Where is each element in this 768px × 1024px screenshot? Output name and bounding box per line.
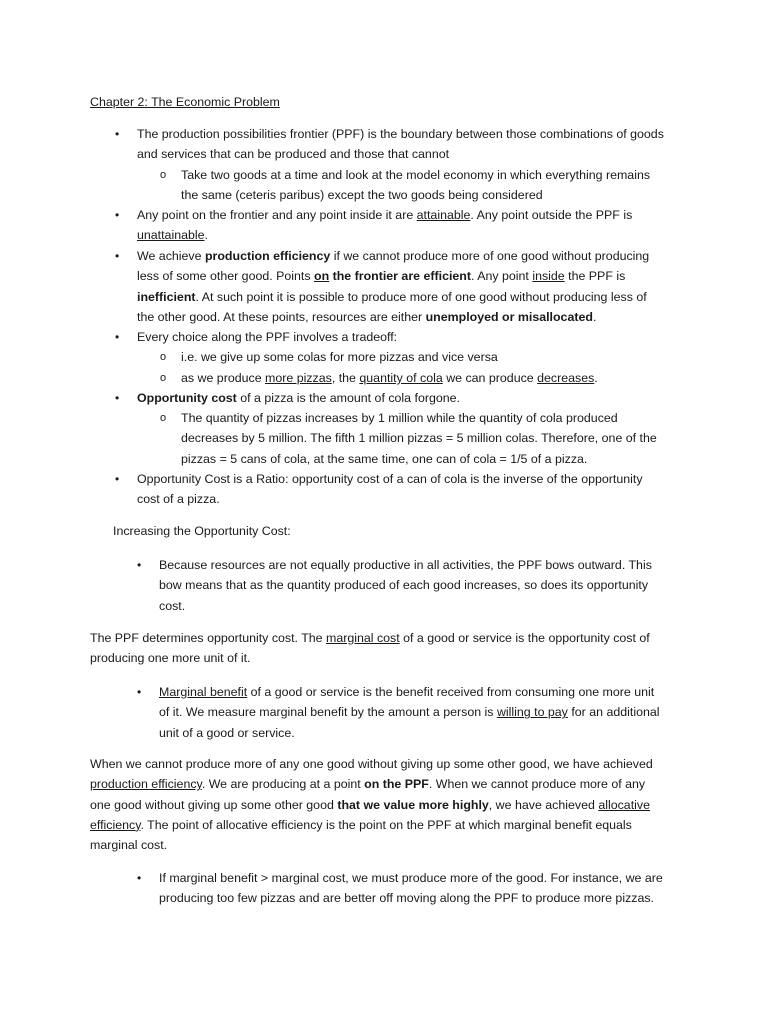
text-line: the same (ceteris paribus) except the two goods being considered [181, 188, 543, 203]
bullet-marker: • [115, 208, 120, 222]
text-run: , we have achieved [488, 797, 599, 812]
text-line: When we cannot produce more of any one good without giving up some other good, we have achieved [90, 757, 653, 771]
underlined-term: decreases [537, 371, 595, 385]
text-run: if we cannot produce more of one good without producing [330, 249, 650, 263]
underlined-term: willing to pay [496, 705, 568, 720]
underlined-term: efficiency [90, 817, 141, 832]
bullet-marker: • [115, 127, 120, 141]
text-line: marginal cost. [90, 838, 168, 853]
underlined-term: unattainable [137, 228, 205, 243]
increasing-cost-heading: Increasing the Opportunity Cost: [113, 524, 291, 538]
text-line: pizzas = 5 cans of cola, at the same time, one can of cola = 1/5 of a pizza. [181, 451, 588, 466]
bold-term: the frontier are efficient [329, 269, 471, 284]
underlined-term: quantity of cola [359, 371, 443, 385]
bullet-attainable [137, 205, 632, 246]
sub-bullet-pizza-cola-example [181, 408, 657, 469]
text-run: . Any point [471, 269, 533, 284]
bold-term: production efficiency [204, 249, 331, 263]
bullet-ppf-definition [137, 124, 664, 165]
text-run: of it. We measure marginal benefit by the amount a person is [159, 705, 497, 720]
bold-term: that we value more highly [337, 797, 489, 812]
sub-bullet-marker: o [160, 169, 167, 181]
text-line: Take two goods at a time and look at the model economy in which everything remains [181, 168, 651, 182]
underlined-term: marginal cost [326, 631, 400, 645]
text-run: of a good or service is the benefit received from consuming one more unit [247, 685, 655, 699]
sub-bullet-marker: o [160, 372, 167, 384]
text-run: less of some other good. Points [137, 269, 315, 284]
bullet-marker: • [115, 391, 120, 405]
bullet-marker: • [115, 249, 120, 263]
bullet-production-efficiency [137, 246, 649, 327]
bullet-marker: • [137, 558, 142, 572]
bullet-ppf-bows-outward [159, 555, 652, 616]
text-run: We achieve [137, 249, 205, 263]
text-run: Any point on the frontier and any point inside it are [137, 208, 417, 222]
underlined-term: on [314, 269, 330, 284]
paragraph-marginal-cost [90, 628, 650, 669]
bullet-tradeoff [137, 327, 397, 347]
bold-term: Opportunity cost [137, 391, 237, 405]
text-run: as we produce [181, 371, 266, 385]
text-line: If marginal benefit > marginal cost, we must produce more of the good. For instance, we are [159, 871, 663, 885]
text-run: of a pizza is the amount of cola forgone. [236, 391, 460, 405]
bold-term: unemployed or misallocated [425, 309, 593, 324]
text-line: Opportunity Cost is a Ratio: opportunity cost of a can of cola is the inverse of the opportunity [137, 472, 643, 486]
bullet-marker: • [137, 685, 142, 699]
text-run: The PPF determines opportunity cost. The [90, 631, 326, 645]
text-line: cost of a pizza. [137, 492, 220, 507]
text-run: . When we cannot produce more of any [428, 777, 646, 792]
text-line: producing one more unit of it. [90, 651, 251, 666]
text-line: producing too few pizzas and are better off moving along the PPF to produce more pizzas. [159, 891, 654, 906]
text-line: Because resources are not equally productive in all activities, the PPF bows outward. This [159, 558, 652, 572]
text-line: The quantity of pizzas increases by 1 million while the quantity of cola produced [181, 411, 618, 425]
text-run: . [592, 309, 597, 324]
text-run: one good without giving up some other good [90, 797, 338, 812]
bullet-marker: • [115, 330, 120, 344]
text-run: . At such point it is possible to produce more of one good without producing less of [195, 289, 647, 304]
text-run: the other good. At these points, resources are either [137, 309, 426, 324]
bullet-opportunity-cost [137, 388, 460, 408]
underlined-term: attainable [416, 208, 471, 222]
text-run: . We are producing at a point [201, 777, 365, 792]
bullet-marginal-benefit [159, 682, 660, 743]
text-run: of a good or service is the opportunity cost of [399, 631, 650, 645]
sub-bullet-two-goods [181, 165, 650, 206]
page-title: Chapter 2: The Economic Problem [90, 95, 280, 109]
text-line: The production possibilities frontier (PPF) is the boundary between those combinations of goods [137, 127, 664, 141]
bullet-opportunity-ratio [137, 469, 643, 510]
text-run: . [204, 228, 208, 243]
text-run: the PPF is [564, 269, 626, 284]
text-line: bow means that as the quantity produced of each good increases, so does its opportunity [159, 578, 649, 593]
sub-bullet-marker: o [160, 351, 167, 363]
underlined-term: production efficiency [90, 777, 202, 792]
text-run: . Any point outside the PPF is [470, 208, 633, 222]
text-run: . [594, 371, 598, 385]
sub-bullet-more-pizzas [181, 368, 598, 388]
underlined-term: inside [532, 269, 565, 284]
text-line: unit of a good or service. [159, 725, 295, 740]
text-run: . The point of allocative efficiency is the point on the PPF at which marginal benefit equals [140, 817, 632, 832]
bullet-mb-greater-than-mc [159, 868, 663, 909]
sub-bullet-give-up-colas [181, 347, 498, 367]
sub-bullet-marker: o [160, 412, 167, 424]
text-line: Every choice along the PPF involves a tradeoff: [137, 330, 398, 344]
text-line: cost. [159, 598, 186, 613]
underlined-term: Marginal benefit [159, 685, 248, 699]
text-run: we can produce [442, 371, 538, 385]
text-run: , the [331, 371, 360, 385]
text-run: for an additional [567, 705, 660, 720]
underlined-term: allocative [598, 797, 650, 812]
underlined-term: more pizzas [265, 371, 332, 385]
bullet-marker: • [137, 871, 142, 885]
bold-term: inefficient [137, 289, 196, 304]
bold-term: on the PPF [364, 777, 429, 792]
bullet-marker: • [115, 472, 120, 486]
text-line: i.e. we give up some colas for more pizzas and vice versa [181, 350, 498, 364]
text-line: decreases by 5 million. The fifth 1 million pizzas = 5 million colas. Therefore, one of the [181, 431, 657, 446]
text-line: and services that can be produced and those that cannot [137, 147, 450, 162]
paragraph-allocative-efficiency [90, 754, 653, 855]
